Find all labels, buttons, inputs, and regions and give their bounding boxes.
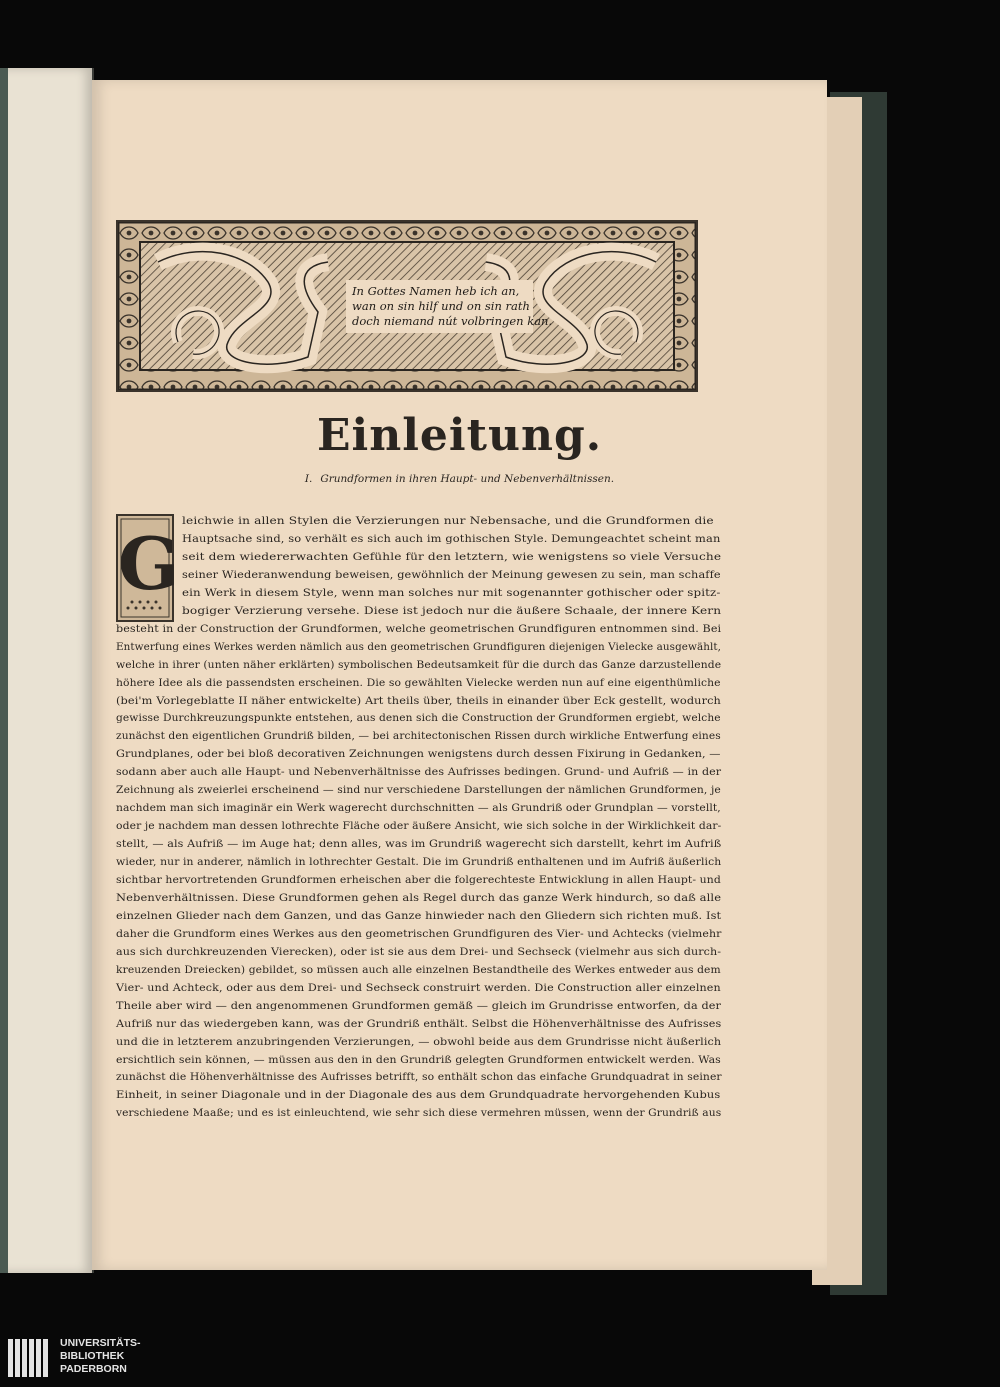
body-line: nachdem man sich imaginär ein Werk wagerecht durchschnitten — als Grundriß oder Grundplan — vorstellt, xyxy=(116,802,721,815)
initial-letter: G xyxy=(118,521,180,606)
body-line: stellt, — als Aufriß — im Auge hat; denn alles, was im Grundriß wagerecht sich darstellt, kehrt im Aufriß xyxy=(116,838,722,851)
body-line: Aufriß nur das wiedergeben kann, was der Grundriß enthält. Selbst die Höhenverhältnisse des Aufrisses xyxy=(116,1017,722,1030)
decorative-banner xyxy=(116,220,698,392)
decorated-initial xyxy=(116,514,180,622)
book-spine-edge xyxy=(0,68,8,1273)
body-line: aus sich durchkreuzenden Vierecken), oder ist sie aus dem Drei- und Sechseck (vielmehr aus sich durch- xyxy=(116,945,722,958)
body-line: verschiedene Maaße; und es ist einleuchtend, wie sehr sich diese vermehren müssen, wenn der Grundriß aus xyxy=(116,1107,722,1120)
body-line: Theile aber wird — den angenommenen Grundformen gemäß — gleich im Grundrisse entworfen, da der xyxy=(116,999,722,1012)
library-name-line: PADERBORN xyxy=(60,1363,127,1375)
body-line: welche in ihrer (unten näher erklärten) symbolischen Bedeutsamkeit für die durch das Ganze darzustellende xyxy=(116,658,722,671)
body-line: wieder, nur in anderer, nämlich in lothrechter Gestalt. Die im Grundriß enthaltenen und im Aufriß äußerlich xyxy=(116,856,722,869)
motto-scroll xyxy=(346,280,553,333)
library-name-line: BIBLIOTHEK xyxy=(60,1350,125,1362)
body-line: und die in letzterem anzubringenden Verzierungen, — obwohl beide aus dem Grundrisse nicht äußerlich xyxy=(116,1035,722,1048)
chapter-title: Einleitung. xyxy=(316,410,603,461)
book-page xyxy=(92,80,827,1270)
body-line: höhere Idee als die passendsten erscheinen. Die so gewählten Vielecke werden nun auf eine eigenthümliche xyxy=(116,676,721,689)
book-front-board xyxy=(0,68,94,1273)
library-mark-icon xyxy=(8,1339,52,1377)
body-line: ein Werk in diesem Style, wenn man solches nur mit sogenannter gothischer oder spitz- xyxy=(182,586,721,599)
body-line: daher die Grundform eines Werkes aus den geometrischen Grundfiguren des Vier- und Achtecks (vielmehr xyxy=(116,927,722,940)
body-line: oder je nachdem man dessen lothrechte Fläche oder äußere Ansicht, wie sich solche in der Wirklichkeit dar- xyxy=(116,820,722,833)
body-line: ersichtlich sein können, — müssen aus den in den Grundriß gelegten Grundformen entwickelt werden. Was xyxy=(116,1053,721,1066)
library-logo xyxy=(8,1337,208,1379)
section-number: I. xyxy=(304,473,313,485)
motto-line: In Gottes Namen heb ich an, xyxy=(352,284,520,298)
body-line: sichtbar hervortretenden Grundformen erheischen aber die folgerechteste Entwicklung in allen Haupt- und xyxy=(116,874,721,886)
body-line: einzelnen Glieder nach dem Ganzen, und das Ganze hinwieder nach den Gliedern sich richten muß. Ist xyxy=(116,909,722,922)
library-name-line: UNIVERSITÄTS- xyxy=(60,1337,141,1349)
body-line: zunächst den eigentlichen Grundriß bilden, — bei architectonischen Rissen durch wirkliche Entwerfung eines xyxy=(116,730,721,743)
motto-line: wan on sin hilf und on sin rath xyxy=(352,299,530,313)
body-line: sodann aber auch alle Haupt- und Nebenverhältnisse des Aufrisses bedingen. Grund- und Aufriß — in der xyxy=(116,766,722,779)
body-line: leichwie in allen Stylen die Verzierungen nur Nebensache, und die Grundformen die xyxy=(182,515,714,527)
body-line: Hauptsache sind, so verhält es sich auch im gothischen Style. Demungeachtet scheint man xyxy=(182,532,721,545)
body-line: Zeichnung als zweierlei erscheinend — sind nur verschiedene Darstellungen der nämlichen Grundformen, je xyxy=(116,784,721,797)
library-name xyxy=(60,1337,210,1376)
body-line: Einheit, in seiner Diagonale und in der Diagonale des aus dem Grundquadrate hervorgehenden Kubus xyxy=(116,1089,721,1102)
body-line: gewisse Durchkreuzungspunkte entstehen, aus denen sich die Construction der Grundformen ergiebt, welche xyxy=(116,712,721,725)
body-line: Entwerfung eines Werkes werden nämlich aus den geometrischen Grundfiguren diejenigen Vielecke ausgewählt, xyxy=(116,640,722,653)
body-line: seit dem wiedererwachten Gefühle für den letztern, wie wenigstens so viele Versuche xyxy=(182,550,722,563)
body-line: (bei'm Vorlegeblatte II näher entwickelte) Art theils über, theils in einander über Eck gestellt, wodurch xyxy=(116,694,721,707)
section-heading-text: Grundformen in ihren Haupt- und Nebenverhältnissen. xyxy=(320,473,615,485)
body-line: bogiger Verzierung versehe. Diese ist jedoch nur die äußere Schaale, der innere Kern xyxy=(182,604,722,617)
body-line: Grundplanes, oder bei bloß decorativen Zeichnungen wenigstens durch dessen Fixirung in Gedanken, — xyxy=(116,748,721,761)
body-line: seiner Wiederanwendung beweisen, gewöhnlich der Meinung gewesen zu sein, man schaffe xyxy=(182,568,721,581)
body-line: besteht in der Construction der Grundformen, welche geometrischen Grundfiguren entnommen sind. Bei xyxy=(116,622,722,635)
section-heading xyxy=(92,473,827,485)
motto-line: doch niemand nút volbringen kan. xyxy=(352,314,553,328)
body-line: Vier- und Achteck, oder aus dem Drei- und Sechseck construirt werden. Die Construction aller einzelnen xyxy=(116,981,721,994)
body-line: kreuzenden Dreiecken) gebildet, so müssen auch alle einzelnen Bestandtheile des Werkes entweder aus dem xyxy=(116,963,721,976)
body-line: zunächst die Höhenverhältnisse des Aufrisses betrifft, so enthält schon das einfache Grundquadrat in seiner xyxy=(116,1071,722,1084)
body-line: Nebenverhältnissen. Diese Grundformen gehen als Regel durch das ganze Werk hindurch, so daß alle xyxy=(116,891,722,904)
